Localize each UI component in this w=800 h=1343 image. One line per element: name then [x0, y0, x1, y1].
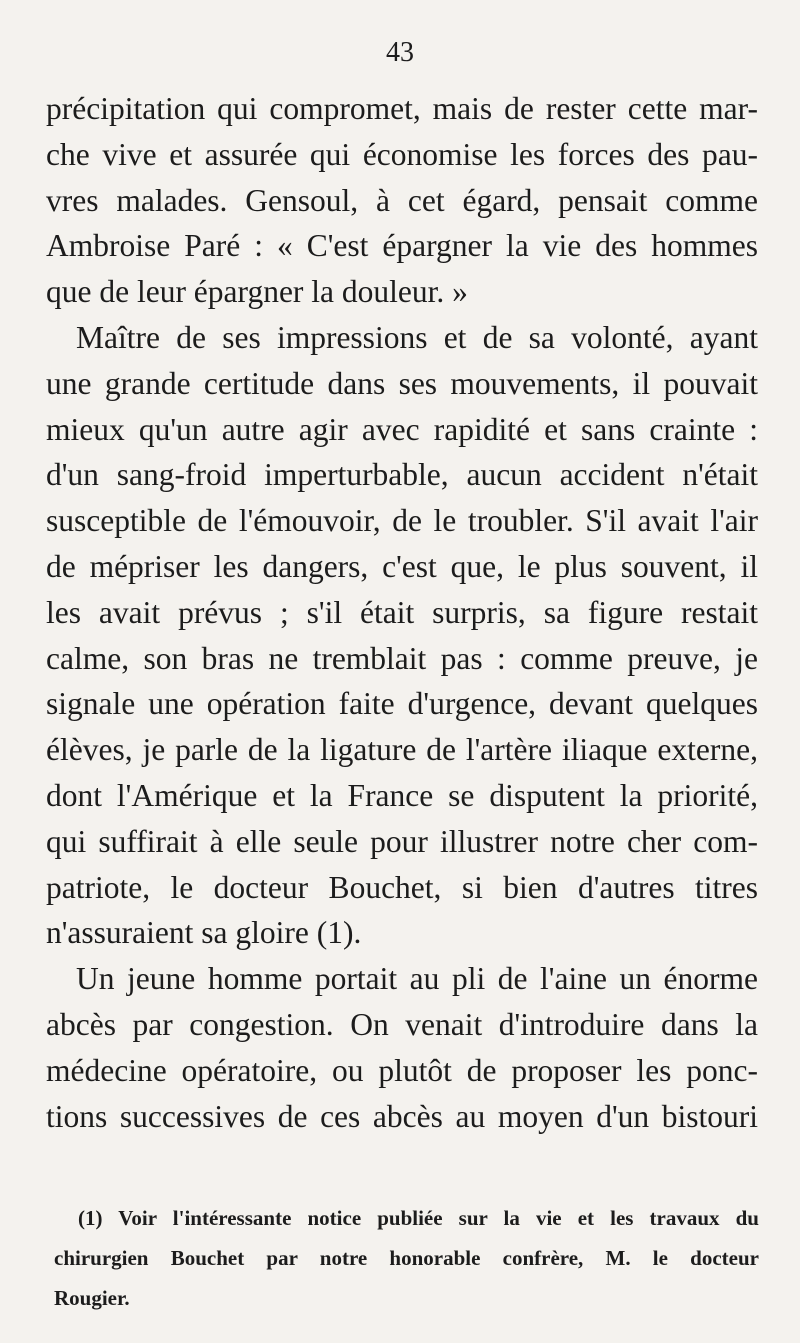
footnote	[54, 1198, 759, 1318]
page-number: 43	[386, 37, 414, 68]
text-line: signale une opération faite d'urgence, devant quelques	[46, 686, 758, 722]
footnote-line: (1) Voir l'intéressante notice publiée sur la vie et les travaux du	[78, 1206, 759, 1230]
text-line: Ambroise Paré : « C'est épargner la vie des hommes	[46, 228, 758, 264]
text-line: les avait prévus ; s'il était surpris, sa figure restait	[46, 594, 758, 630]
text-line: d'un sang-froid imperturbable, aucun accident n'était	[46, 457, 758, 493]
text-line: abcès par congestion. On venait d'introduire dans la	[46, 1006, 758, 1042]
text-line: n'assuraient sa gloire (1).	[46, 915, 362, 951]
text-line: élèves, je parle de la ligature de l'artère iliaque externe,	[46, 732, 758, 768]
footnote-line: chirurgien Bouchet par notre honorable confrère, M. le docteur	[54, 1246, 759, 1270]
text-line: mieux qu'un autre agir avec rapidité et sans crainte :	[46, 411, 758, 447]
text-line: de mépriser les dangers, c'est que, le plus souvent, il	[46, 548, 758, 584]
text-line: calme, son bras ne tremblait pas : comme preuve, je	[46, 640, 758, 676]
text-line: susceptible de l'émouvoir, de le troubler. S'il avait l'air	[46, 503, 758, 539]
text-line: patriote, le docteur Bouchet, si bien d'autres titres	[46, 869, 758, 905]
body-text	[46, 86, 758, 1139]
text-line: Un jeune homme portait au pli de l'aine un énorme	[76, 961, 758, 997]
text-line: qui suffirait à elle seule pour illustrer notre cher com-	[46, 823, 758, 859]
text-line: que de leur épargner la douleur. »	[46, 274, 468, 310]
text-line: tions successives de ces abcès au moyen d'un bistouri	[46, 1098, 758, 1134]
text-line: che vive et assurée qui économise les forces des pau-	[46, 136, 758, 172]
text-line: vres malades. Gensoul, à cet égard, pensait comme	[46, 182, 758, 218]
text-line: une grande certitude dans ses mouvements, il pouvait	[46, 365, 758, 401]
text-line: précipitation qui compromet, mais de rester cette mar-	[46, 91, 758, 126]
footnote-line: Rougier.	[54, 1286, 130, 1310]
text-line: médecine opératoire, ou plutôt de proposer les ponc-	[46, 1052, 758, 1088]
text-line: Maître de ses impressions et de sa volonté, ayant	[76, 319, 758, 355]
text-line: dont l'Amérique et la France se disputent la priorité,	[46, 777, 758, 813]
